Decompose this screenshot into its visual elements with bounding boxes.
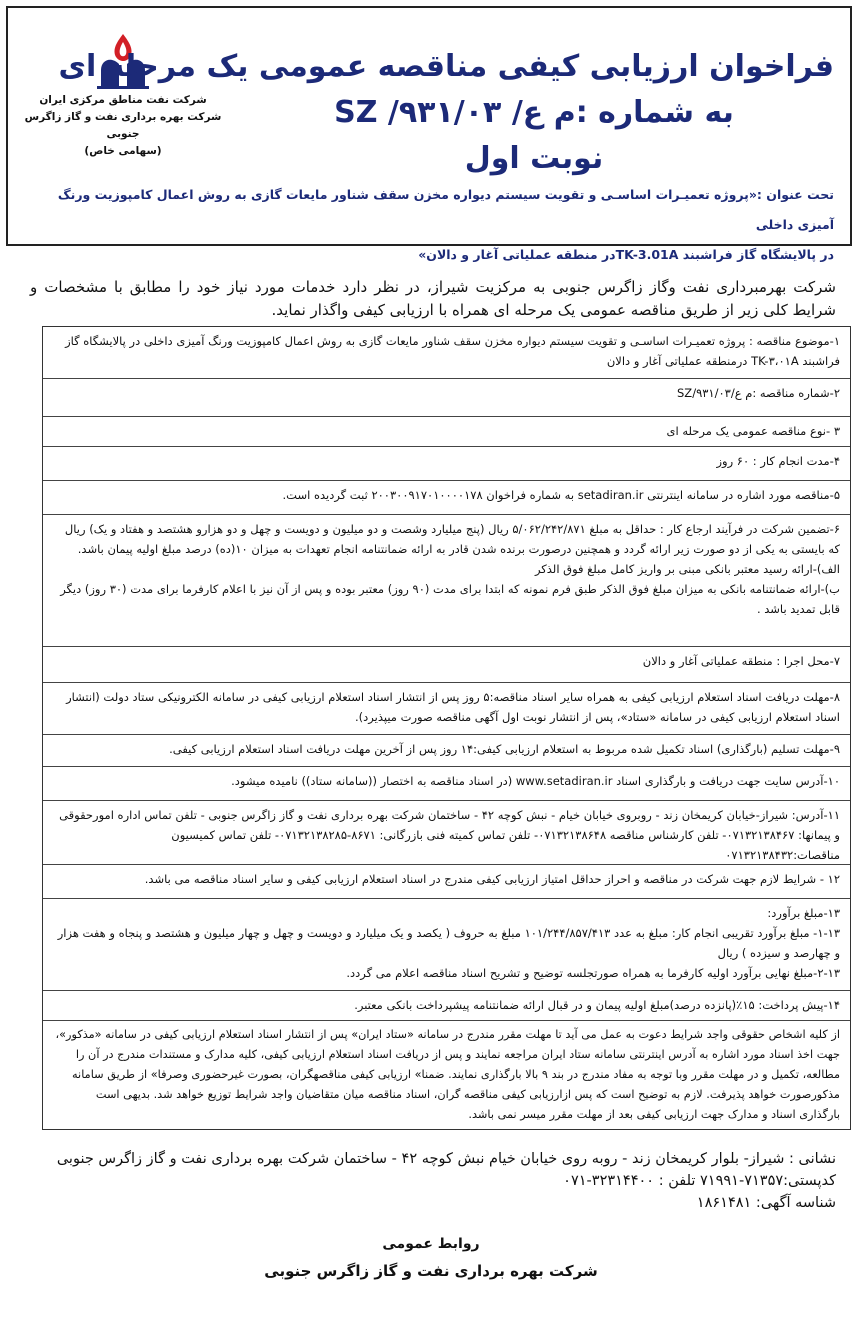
condition-row-11: ۱۱-آدرس: شیراز-خیابان کریمخان زند - روبروی خیابان خیام - نبش کوچه ۴۲ - ساختمان شرکت بهره برداری نفت و گاز زاگرس جنوبی - تلفن تماس اداره امورحقوقی و پیمانها: ۰۷۱۳۲۱۳۸۴۶۷- تلفن کارشناس مناقصه ۰۷۱۳۲۱۳۸۶۴۸- تلفن تماس کمیته فنی بازرگانی: ۸۶۷۱-۰۷۱۳۲۱۳۸۲۸۵- تلفن تماس کمیسیون مناقصات:۰۷۱۳۲۱۳۸۴۳۲	[43, 801, 850, 865]
project-subject	[34, 180, 834, 270]
intro-paragraph: شرکت بهرمبرداری نفت وگاز زاگرس جنوبی به مرکزیت شیراز، در نظر دارد خدمات مورد نیاز خود را مطابق با مشخصات و شرایط کلی زیر از طریق مناقصه عمومی یک مرحله ای همراه با ارزیابی کیفی واگذار نماید.	[30, 278, 836, 319]
condition-row-2: ۲-شماره مناقصه :م ع/۹۳۱/۰۳/SZ	[43, 379, 850, 417]
estimate-final: ۲-۱۳-مبلغ نهایی برآورد اولیه کارفرما به همراه صورتجلسه توضیح و تشریح اسناد مناقصه اعلام می گردد.	[346, 966, 840, 980]
estimate-amount: ۱-۱۳- مبلغ برآورد تقریبی انجام کار: مبلغ به عدد ۱۰۱/۲۴۴/۸۵۷/۴۱۳ مبلغ به حروف ( یکصد و یک میلیارد و دویست و چهل و چهار میلیون و هشتصد و پنجاه و هفت هزار و چهارصد و سیزده ) ریال	[57, 926, 840, 960]
guarantee-amount-text: ۶-تضمین شرکت در فرآیند ارجاع کار : حداقل به مبلغ ۵/۰۶۲/۲۴۲/۸۷۱ ریال (پنج میلیارد وشصت و دو میلیون و دویست و چهل و دو هزارو هشتصد و هفتاد و یک) ریال که بایستی به یکی از دو صورت زیر ارائه گردد و همچنین درصورت برنده شدن قادر به ارائه ضمانتنامه انجام تعهدات به میزان ۱۰(ده) درصد مبلغ اولیه پیمان باشد.	[64, 522, 840, 556]
tender-number-title: به شماره :م ع/ ۹۳۱/۰۳/ SZ	[334, 95, 734, 130]
footer-ad-id: شناسه آگهی: ۱۸۶۱۴۸۱	[696, 1195, 836, 1211]
footer-postal-phone: کدپستی:۷۱۳۵۷-۷۱۹۹۱ تلفن : ۳۲۳۱۴۴۰۰-۰۷۱	[563, 1173, 836, 1189]
public-relations-label: روابط عمومی	[382, 1236, 480, 1252]
subject-line-1: تحت عنوان :«پروژه تعمیـرات اساسـی و تقویت سیستم دیواره مخزن سقف شناور مایعات گازی به روش اعمال کامپوزیت ورنگ آمیزی داخلی	[57, 187, 834, 232]
estimate-heading: ۱۳-مبلغ برآورد:	[767, 906, 840, 920]
subject-line-2: در پالایشگاه گاز فراشبند TK-3.01Aدر منطقه عملیاتی آغار و دالان»	[418, 247, 834, 262]
condition-row-13	[43, 899, 850, 991]
footer-address: نشانی : شیراز- بلوار کریمخان زند - روبه روی خیابان خیام نبش کوچه ۴۲ - ساختمان شرکت بهره برداری نفت و گاز زاگرس جنوبی	[56, 1151, 836, 1167]
signature-company: شرکت بهره برداری نفت و گاز زاگرس جنوبی	[264, 1262, 598, 1280]
invitation-paragraph: از کلیه اشخاص حقوقی واجد شرایط دعوت به عمل می آید تا مهلت مقرر مندرج در سامانه «ستاد ایران» پس از انتشار اسناد استعلام ارزیابی کیفی در سامانه «مذکور»، جهت اخذ اسناد مورد اشاره به آدرس اینترنتی سامانه ستاد ایران مراجعه نمایند و پس از دریافت اسناد استعلام ارزیابی کیفی، کلیه مدارک و مستندات مندرج در آن را مطالعه، تکمیل و در مهلت مقرر وبا توجه به مفاد مندرج در بند ۹ بالا بارگذاری نمایند. ضمنا» ارزیابی کیفی مناقصهگران، بصورت غیرحضوری وصرفا» از طریق سامانه مذکورصورت خواهد پذیرفت. لازم به توضیح است که پس ازارزیابی کیفی مناقصه گران، اسناد مناقصه میان متقاضیان واجد شرایط توزیع خواهد شد. بدیهی است بارگذاری اسناد و مدارک جهت ارزیابی کیفی بعد از مهلت مقرر میسر نمی باشد.	[55, 1028, 840, 1121]
condition-row-10: ۱۰-آدرس سایت جهت دریافت و بارگذاری اسناد www.setadiran.ir (در اسناد مناقصه به اختصار ((سامانه ستاد)) نامیده میشود.	[43, 767, 850, 801]
condition-row-14: ۱۴-پیش پرداخت: ۱۵٪(پانزده درصد)مبلغ اولیه پیمان و در قبال ارائه ضمانتنامه پیشپرداخت بانکی معتبر.	[43, 991, 850, 1021]
condition-row-12: ۱۲ - شرایط لازم جهت شرکت در مناقصه و احراز حداقل امتیاز ارزیابی کیفی مندرج در اسناد استعلام ارزیابی کیفی و سایر اسناد مناقصه می باشد.	[43, 865, 850, 899]
title-line-1: فراخوان ارزیابی کیفی مناقصه عمومی یک مرحله ای	[58, 49, 834, 84]
footer-contact	[40, 1148, 836, 1214]
logo-company-line2: شرکت بهره برداری نفت و گاز زاگرس جنوبی	[24, 111, 222, 140]
condition-row-5: ۵-مناقصه مورد اشاره در سامانه اینترنتی setadiran.ir به شماره فراخوان ۲۰۰۳۰۰۹۱۷۰۱۰۰۰۰۱۷۸ ثبت گردیده است.	[43, 481, 850, 515]
condition-row-8: ۸-مهلت دریافت اسناد استعلام ارزیابی کیفی به همراه سایر اسناد مناقصه:۵ روز پس از انتشار اسناد استعلام ارزیابی کیفی در سامانه الکترونیکی ستاد دولت (انتشار اسناد استعلام ارزیابی کیفی در سامانه «ستاد»، پس از انتشار نوبت اول آگهی مناقصه صورت میپذیرد).	[43, 683, 850, 735]
condition-row-6	[43, 515, 850, 647]
conditions-table	[42, 326, 851, 1130]
guarantee-option-a: الف)-ارائه رسید معتبر بانکی مبنی بر واریز کامل مبلغ فوق الذکر	[534, 562, 840, 576]
condition-row-4: ۴-مدت انجام کار : ۶۰ روز	[43, 447, 850, 481]
logo-company-line1: شرکت نفت مناطق مرکزی ایران	[39, 94, 207, 106]
condition-row-1: ۱-موضوع مناقصه : پروژه تعمیـرات اساسـی و تقویت سیستم دیواره مخزن سقف شناور مایعات گازی به روش اعمال کامپوزیت ورنگ آمیزی داخلی در پالایشگاه گاز فراشبند TK-۳،۰۱A درمنطقه عملیاتی آغار و دالان	[43, 327, 850, 379]
condition-row-7: ۷-محل اجرا : منطقه عملیاتی آغار و دالان	[43, 647, 850, 683]
guarantee-option-b: ب)-ارائه ضمانتنامه بانکی به میزان مبلغ فوق الذکر طبق فرم نمونه که ابتدا برای مدت (۹۰ روز) معتبر بوده و پس از آن نیز با اعلام کارفرما برای مدت (۳۰ روز) دیگر قابل تمدید باشد .	[60, 582, 840, 616]
announcement-round: نوبت اول	[464, 141, 604, 176]
logo-company-line3: (سهامی خاص)	[84, 145, 162, 157]
condition-row-9: ۹-مهلت تسلیم (بارگذاری) اسناد تکمیل شده مربوط به استعلام ارزیابی کیفی:۱۴ روز پس از آخرین مهلت دریافت اسناد استعلام ارزیابی کیفی.	[43, 735, 850, 767]
condition-row-3: ۳ -نوع مناقصه عمومی یک مرحله ای	[43, 417, 850, 447]
